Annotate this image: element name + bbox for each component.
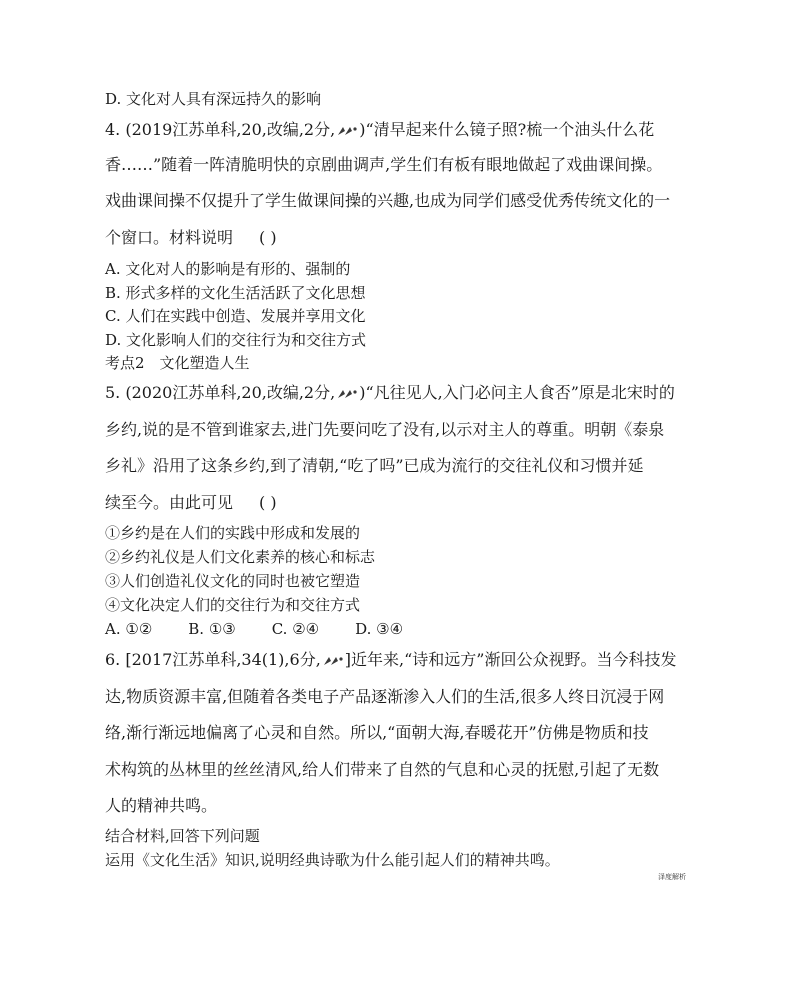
- question-6-line-5: 人的精神共鸣。: [105, 796, 218, 815]
- difficulty-stars-icon: [336, 125, 358, 137]
- question-4-text-4: 个窗口。材料说明: [105, 228, 234, 247]
- question-4-line-4: [105, 229, 277, 247]
- question-5-text-4: 续至今。由此可见: [105, 493, 234, 512]
- question-5-line-3: 乡礼》沿用了这条乡约,到了清朝,“吃了吗”已成为流行的交往礼仪和习惯并延: [105, 456, 644, 475]
- question-4-line-1: [105, 121, 654, 139]
- q5-statement-2: ②乡约礼仪是人们文化素养的核心和标志: [105, 548, 376, 566]
- q4-option-c: C. 人们在实践中创造、发展并享用文化: [105, 307, 366, 325]
- q5-statement-3: ③人们创造礼仪文化的同时也被它塑造: [105, 572, 361, 590]
- question-4-line-2: 香……”随着一阵清脆明快的京剧曲调声,学生们有板有眼地做起了戏曲课间操。: [105, 155, 663, 174]
- question-6-prompt: 结合材料,回答下列问题: [105, 827, 260, 845]
- q5-option-b: B. ①③: [188, 620, 236, 638]
- footer-watermark: 泽度解析: [658, 873, 686, 881]
- question-6-line-3: 络,渐行渐远地偏离了心灵和自然。所以,“面朝大海,春暖花开”仿佛是物质和技: [105, 723, 649, 742]
- q5-option-c: C. ②④: [271, 620, 320, 638]
- answer-blank: ( ): [259, 493, 277, 512]
- difficulty-stars-icon: [336, 388, 358, 400]
- q3-option-d: D. 文化对人具有深远持久的影响: [105, 90, 322, 108]
- question-4-line-3: 戏曲课间操不仅提升了学生做课间操的兴趣,也成为同学们感受优秀传统文化的一: [105, 191, 671, 210]
- question-5-line-1: [105, 384, 675, 402]
- question-5-text-1: )“凡往见人,入门必问主人食否”原是北宋时的: [359, 383, 675, 402]
- question-5-source: 5. (2020江苏单科,20,改编,2分,: [105, 383, 336, 402]
- question-6-source: 6. [2017江苏单科,34(1),6分,: [105, 650, 321, 669]
- question-6-line-1: [105, 651, 676, 669]
- q5-option-a: A. ①②: [105, 620, 153, 638]
- q4-option-d: D. 文化影响人们的交往行为和交往方式: [105, 331, 367, 349]
- q5-options: [105, 620, 403, 638]
- answer-blank: ( ): [259, 228, 277, 247]
- question-6-task: 运用《文化生活》知识,说明经典诗歌为什么能引起人们的精神共鸣。: [105, 851, 560, 869]
- q4-option-a: A. 文化对人的影响是有形的、强制的: [105, 260, 351, 278]
- difficulty-stars-icon: [322, 655, 344, 667]
- question-5-line-2: 乡约,说的是不管到谁家去,进门先要问吃了没有,以示对主人的尊重。明朝《泰泉: [105, 420, 665, 439]
- question-6-line-4: 术构筑的丛林里的丝丝清风,给人们带来了自然的气息和心灵的抚慰,引起了无数: [105, 760, 660, 779]
- question-6-text-1: ]近年来,“诗和远方”渐回公众视野。当今科技发: [344, 650, 677, 669]
- section-heading-2: 考点2 文化塑造人生: [105, 354, 250, 372]
- question-6-line-2: 达,物质资源丰富,但随着各类电子产品逐渐渗入人们的生活,很多人终日沉浸于网: [105, 687, 665, 706]
- q5-statement-4: ④文化决定人们的交往行为和交往方式: [105, 596, 361, 614]
- q5-option-d: D. ③④: [355, 620, 404, 638]
- question-4-source: 4. (2019江苏单科,20,改编,2分,: [105, 120, 336, 139]
- question-5-line-4: [105, 494, 277, 512]
- question-4-text-1: )“清早起来什么镜子照?梳一个油头什么花: [359, 120, 655, 139]
- q5-statement-1: ①乡约是在人们的实践中形成和发展的: [105, 524, 361, 542]
- q4-option-b: B. 形式多样的文化生活活跃了文化思想: [105, 284, 366, 302]
